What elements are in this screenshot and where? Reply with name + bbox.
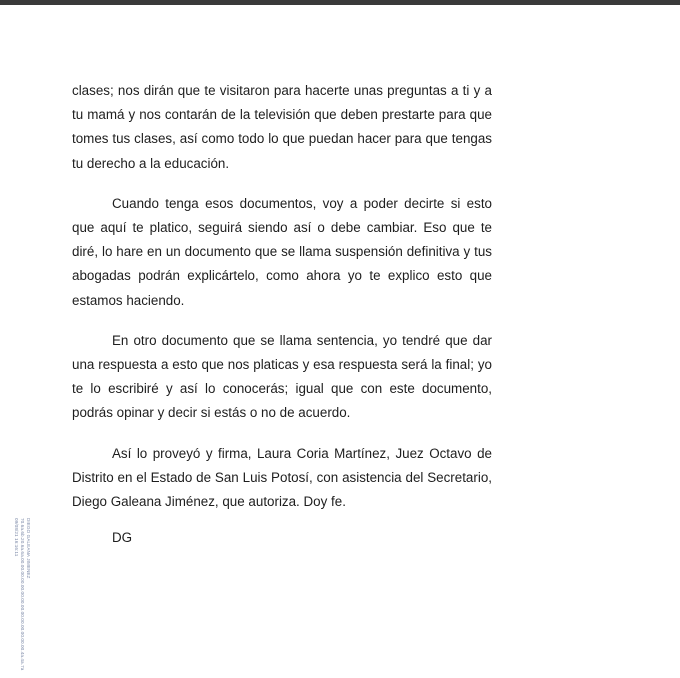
signatory-initials: DG: [112, 530, 133, 545]
stamp-hash-line: 70.6a.6b.20.6a.6a.00.00.00.00.00.00.00.00.00.00.00.00.00.00.4a.4a.7a: [20, 518, 25, 671]
paragraph-4: Así lo proveyó y firma, Laura Coria Martínez, Juez Octavo de Distrito en el Estado de San Luis Potosí, con asistencia del Secretario, Diego Galeana Jiménez, que autoriza. Doy fe.: [72, 445, 492, 510]
stamp-name-line: DIEGO GALEANA JIMENEZ: [26, 518, 31, 579]
document-body: [72, 79, 492, 530]
stamp-date-line: 09/08/21 16:16:11: [14, 518, 19, 557]
paragraph-2: Cuando tenga esos documentos, voy a poder decirte si esto que aquí te platico, seguirá siendo así o debe cambiar. Eso que te diré, lo hare en un documento que se llama suspensión definitiva y tus abogadas podrán explicártelo, como ahora yo te explico esto que estamos haciendo.: [72, 195, 492, 308]
electronic-signature-stamp: [4, 518, 36, 671]
document-page: [0, 5, 680, 678]
paragraph-1: clases; nos dirán que te visitaron para hacerte unas preguntas a ti y a tu mamá y nos contarán de la televisión que deben prestarte para que tomes tus clases, así como todo lo que puedan hacer para que tengas tu derecho a la educación.: [72, 83, 492, 171]
paragraph-3: En otro documento que se llama sentencia, yo tendré que dar una respuesta a esto que nos platicas y esa respuesta será la final; yo te lo escribiré y así lo conocerás; igual que con este documento, podrás opinar y decir si estás o no de acuerdo.: [72, 332, 492, 421]
